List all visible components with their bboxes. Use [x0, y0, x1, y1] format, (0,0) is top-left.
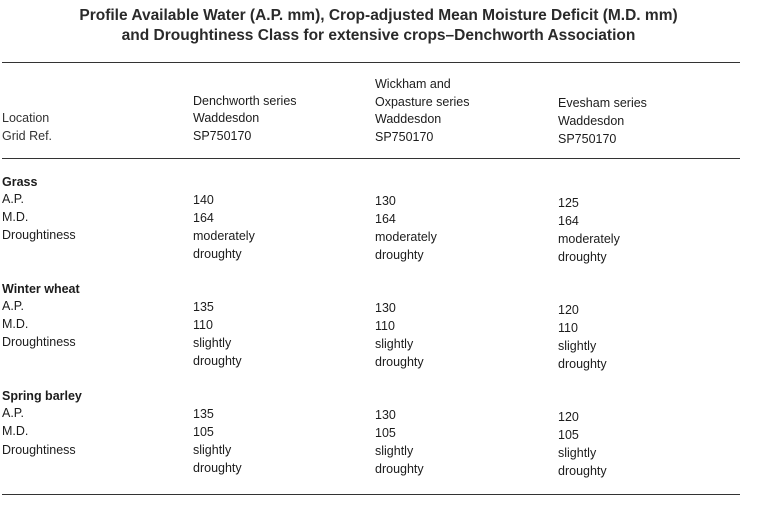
header-rule [2, 158, 740, 159]
wheat-droughtiness-3a: slightly [558, 339, 597, 353]
row-label-ap: A.P. [2, 192, 25, 206]
wheat-md-3: 110 [558, 321, 578, 335]
location-value-3: Waddesdon [558, 114, 625, 128]
title-line-1: Profile Available Water (A.P. mm), Crop-adjusted Mean Moisture Deficit (M.D. mm) [79, 7, 678, 24]
grid-ref-value-3: SP750170 [558, 132, 617, 146]
row-label-droughtiness: Droughtiness [2, 443, 76, 457]
column-header-1: Denchworth series [193, 94, 297, 108]
grass-droughtiness-2b: droughty [375, 248, 424, 262]
grass-droughtiness-1a: moderately [193, 229, 255, 243]
wheat-md-2: 110 [375, 319, 395, 333]
grass-droughtiness-2a: moderately [375, 230, 437, 244]
grid-ref-value-2: SP750170 [375, 130, 434, 144]
barley-ap-1: 135 [193, 407, 214, 421]
grass-ap-3: 125 [558, 196, 579, 210]
bottom-rule [2, 494, 740, 495]
grass-ap-1: 140 [193, 193, 214, 207]
barley-droughtiness-1a: slightly [193, 443, 232, 457]
column-header-2-line-2: Oxpasture series [375, 95, 470, 109]
grid-ref-value-1: SP750170 [193, 129, 252, 143]
barley-droughtiness-3a: slightly [558, 446, 597, 460]
barley-droughtiness-2a: slightly [375, 444, 414, 458]
row-label-md: M.D. [2, 210, 29, 224]
grass-droughtiness-3a: moderately [558, 232, 620, 246]
grass-droughtiness-1b: droughty [193, 247, 242, 261]
grass-droughtiness-3b: droughty [558, 250, 607, 264]
location-value-1: Waddesdon [193, 111, 260, 125]
barley-droughtiness-1b: droughty [193, 461, 242, 475]
table-title [0, 6, 757, 46]
grass-md-3: 164 [558, 214, 579, 228]
wheat-droughtiness-1b: droughty [193, 354, 242, 368]
column-header-2-line-1: Wickham and [375, 77, 451, 91]
section-title-grass: Grass [2, 175, 38, 189]
grass-md-1: 164 [193, 211, 214, 225]
barley-droughtiness-3b: droughty [558, 464, 607, 478]
barley-ap-2: 130 [375, 408, 396, 422]
column-header-3: Evesham series [558, 96, 647, 110]
top-rule [2, 62, 740, 63]
grass-ap-2: 130 [375, 194, 396, 208]
row-label-ap: A.P. [2, 406, 25, 420]
row-label-md: M.D. [2, 424, 29, 438]
location-value-2: Waddesdon [375, 112, 442, 126]
barley-droughtiness-2b: droughty [375, 462, 424, 476]
wheat-ap-2: 130 [375, 301, 396, 315]
title-line-2: and Droughtiness Class for extensive crops–Denchworth Association [121, 27, 636, 44]
row-label-droughtiness: Droughtiness [2, 335, 76, 349]
wheat-ap-3: 120 [558, 303, 579, 317]
grid-ref-label: Grid Ref. [2, 129, 53, 143]
barley-md-2: 105 [375, 426, 396, 440]
section-title-winter-wheat: Winter wheat [2, 282, 80, 296]
barley-ap-3: 120 [558, 410, 579, 424]
row-label-ap: A.P. [2, 299, 25, 313]
wheat-ap-1: 135 [193, 300, 214, 314]
section-title-spring-barley: Spring barley [2, 389, 82, 403]
barley-md-1: 105 [193, 425, 214, 439]
row-label-droughtiness: Droughtiness [2, 228, 76, 242]
wheat-droughtiness-2b: droughty [375, 355, 424, 369]
wheat-md-1: 110 [193, 318, 213, 332]
grass-md-2: 164 [375, 212, 396, 226]
wheat-droughtiness-2a: slightly [375, 337, 414, 351]
wheat-droughtiness-1a: slightly [193, 336, 232, 350]
barley-md-3: 105 [558, 428, 579, 442]
location-label: Location [2, 111, 50, 125]
row-label-md: M.D. [2, 317, 29, 331]
wheat-droughtiness-3b: droughty [558, 357, 607, 371]
